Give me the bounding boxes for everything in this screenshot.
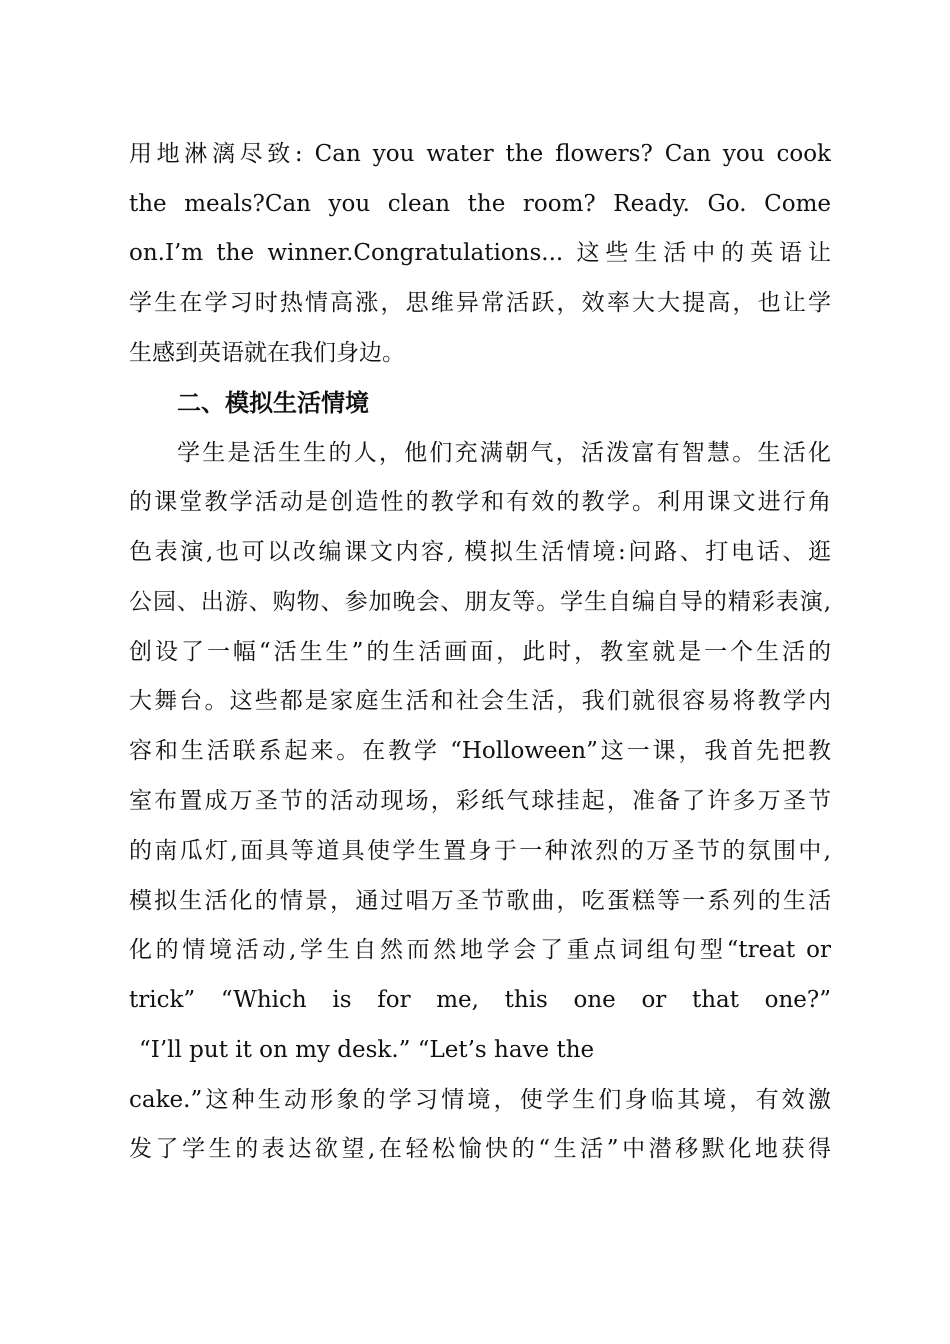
text-line: the meals?Can you clean the room? Ready. Go. Come <box>129 191 831 217</box>
text-line: “I’ll put it on my desk.” “Let’s have the <box>139 1037 595 1063</box>
text-line: 化的情境活动,学生自然而然地学会了重点词组句型“treat or <box>129 937 831 963</box>
text-line: 用地淋漓尽致: Can you water the flowers? Can you cook <box>129 141 831 167</box>
section-heading: 二、模拟生活情境 <box>177 388 369 417</box>
text-line: 模拟生活化的情景，通过唱万圣节歌曲，吃蛋糕等一系列的生活 <box>129 888 831 914</box>
text-line: 公园、出游、购物、参加晚会、朋友等。学生自编自导的精彩表演, <box>129 589 831 615</box>
text-line: 学生在学习时热情高涨，思维异常活跃，效率大大提高，也让学 <box>129 290 831 316</box>
text-line: cake.”这种生动形象的学习情境，使学生们身临其境，有效激 <box>129 1087 831 1113</box>
text-line: 学生是活生生的人，他们充满朝气，活泼富有智慧。生活化 <box>177 440 831 466</box>
text-line: 容和生活联系起来。在教学 “Holloween”这一课，我首先把教 <box>129 738 831 764</box>
text-line: on.I’m the winner.Congratulations... 这些生活中的英语让 <box>129 240 831 266</box>
text-line: 的课堂教学活动是创造性的教学和有效的教学。利用课文进行角 <box>129 489 831 515</box>
text-line: 生感到英语就在我们身边。 <box>129 340 405 366</box>
text-line: 室布置成万圣节的活动现场，彩纸气球挂起，准备了许多万圣节 <box>129 788 831 814</box>
text-line: 大舞台。这些都是家庭生活和社会生活，我们就很容易将教学内 <box>129 688 831 714</box>
text-line: 发了学生的表达欲望,在轻松愉快的“生活”中潜移默化地获得 <box>129 1136 831 1162</box>
text-line: trick” “Which is for me, this one or that one?” <box>129 987 831 1013</box>
text-line: 色表演,也可以改编课文内容, 模拟生活情境:问路、打电话、逛 <box>129 539 831 565</box>
text-line: 的南瓜灯,面具等道具使学生置身于一种浓烈的万圣节的氛围中, <box>129 838 831 864</box>
text-line: 创设了一幅“活生生”的生活画面，此时，教室就是一个生活的 <box>129 639 831 665</box>
